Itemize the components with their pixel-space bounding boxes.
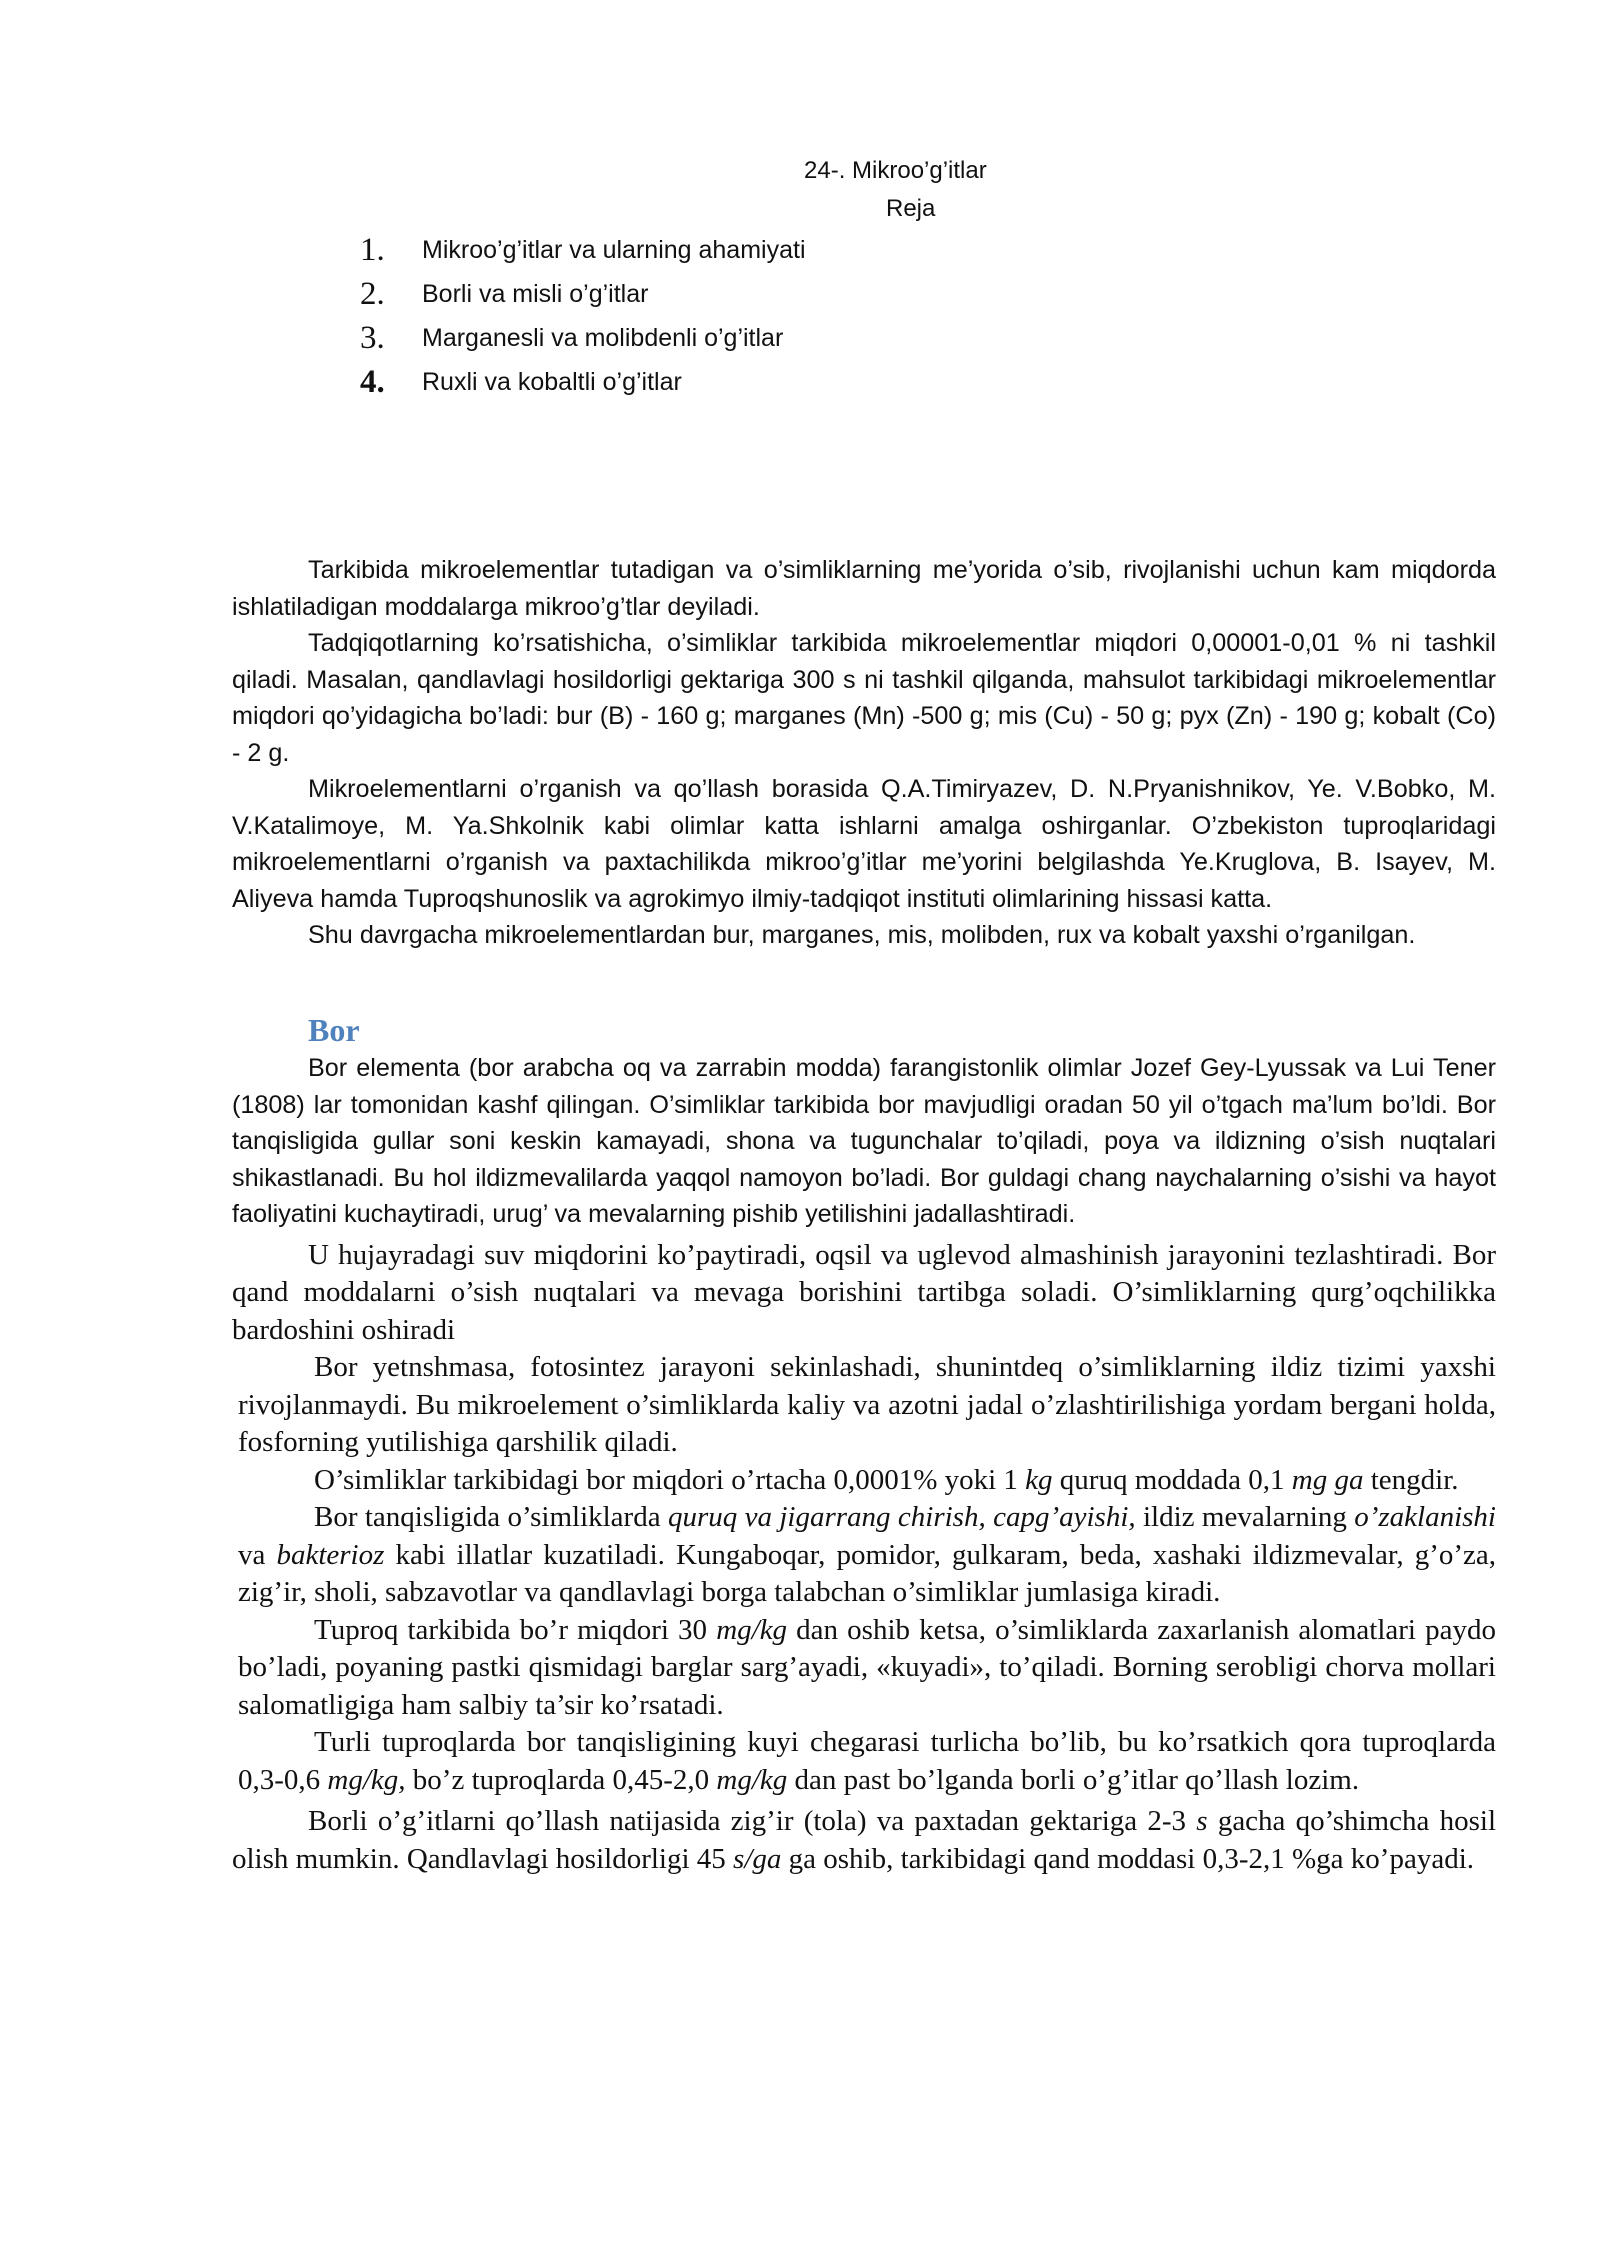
plan-item bbox=[360, 228, 806, 272]
plan-title: Reja bbox=[886, 195, 936, 222]
plan-item-number: 4. bbox=[360, 363, 385, 400]
plan-item bbox=[360, 272, 806, 316]
plan-item bbox=[360, 360, 806, 404]
bor-section bbox=[232, 1010, 1496, 1878]
plan-item-text: Marganesli va molibdenli o’g’itlar bbox=[422, 323, 784, 352]
bor-paragraph-deficiency: Bor yetnshmasa, fotosintez jarayoni sekinlashadi, shunintdeq o’simliklarning ildiz tizimi yaxshi rivojlanmaydi. Bu mikroelement o’simliklarda kaliy va azotni jadal o’zlashtirilishiga yordam bergani holda, fosforning yutilishiga qarshilik qiladi. bbox=[238, 1351, 1496, 1458]
bor-paragraph-yield: Borli o’g’itlarni qo’llash natijasida zig’ir (tola) va paxtadan gektariga 2-3 s gacha qo’shimcha hosil olish mumkin. Qandlavlagi hosildorligi 45 s/ga ga oshib, tarkibidagi qand moddasi 0,3-2,1 %ga ko’payadi. bbox=[232, 1805, 1496, 1875]
bor-paragraph-toxicity: Tuproq tarkibida bo’r miqdori 30 mg/kg dan oshib ketsa, o’simliklarda zaxarlanish alomatlari paydo bo’ladi, poyaning pastki qismidagi barglar sarg’ayadi, «kuyadi», to’qiladi. Borning serobligi chorva mollari salomatligiga ham salbiy ta’sir ko’rsatadi. bbox=[238, 1613, 1496, 1721]
intro-paragraph-definition: Tarkibida mikroelementlar tutadigan va o’simliklarning me’yorida o’sib, rivojlanishi uchun kam miqdorda ishlatiladigan moddalarga mikroo’g’tlar deyiladi. bbox=[232, 556, 1496, 621]
intro-paragraph-research: Tadqiqotlarning ko’rsatishicha, o’simliklar tarkibida mikroelementlar miqdori 0,00001-0,01 % ni tashkil qiladi. Masalan, qandlavlagi hosildorligi gektariga 300 s ni tashkil qilganda, mahsulot tarkibidagi mikroelementlar miqdori qo’yidagicha bo’ladi: bur (B) - 160 g; marganes (Mn) -500 g; mis (Cu) - 50 g; pyx (Zn) - 190 g; kobalt (Co) - 2 g. bbox=[232, 629, 1496, 767]
plan-item-number: 3. bbox=[360, 319, 385, 356]
document-title: 24-. Mikroo’g’itlar bbox=[804, 157, 987, 184]
bor-paragraph-soils: Turli tuproqlarda bor tanqisligining kuyi chegarasi turlicha bo’lib, bu ko’rsatkich qora tuproqlarda 0,3-0,6 mg/kg, bo’z tuproqlarda 0,45-2,0 mg/kg dan past bo’lganda borli o’g’itlar qo’llash lozim. bbox=[238, 1726, 1496, 1796]
plan-item-text: Ruxli va kobaltli o’g’itlar bbox=[422, 367, 682, 396]
intro-paragraph-summary: Shu davrgacha mikroelementlardan bur, marganes, mis, molibden, rux va kobalt yaxshi o’rganilgan. bbox=[308, 921, 1416, 949]
plan-item bbox=[360, 316, 806, 360]
bor-paragraph-diseases: Bor tanqisligida o’simliklarda quruq va jigarrang chirish, capg’ayishi, ildiz mevalarning o’zaklanishi va bakterioz kabi illatlar kuzatiladi. Kungaboqar, pomidor, gulkaram, beda, xashaki ildizmevalar, g’o’za, zig’ir, sholi, sabzavotlar va qandlavlagi borga talabchan o’simliklar jumlasiga kiradi. bbox=[238, 1501, 1496, 1608]
plan-item-text: Borli va misli o’g’itlar bbox=[422, 279, 649, 308]
intro-section bbox=[232, 552, 1496, 954]
bor-paragraph-function: U hujayradagi suv miqdorini ko’paytiradi, oqsil va uglevod almashinish jarayonini tezlashtiradi. Bor qand moddalarni o’sish nuqtalari va mevaga borishini tartibga soladi. O’simliklarning qurg’oqchilikka bardoshini oshiradi bbox=[232, 1238, 1496, 1346]
plan-item-number: 2. bbox=[360, 275, 385, 312]
bor-heading: Bor bbox=[308, 1012, 360, 1048]
plan-item-number: 1. bbox=[360, 231, 385, 268]
bor-paragraph-content: O’simliklar tarkibidagi bor miqdori o’rtacha 0,0001% yoki 1 kg quruq moddada 0,1 mg ga tengdir. bbox=[314, 1463, 1459, 1496]
plan-item-text: Mikroo’g’itlar va ularning ahamiyati bbox=[422, 235, 806, 264]
bor-paragraph-discovery: Bor elementa (bor arabcha oq va zarrabin modda) farangistonlik olimlar Jozef Gey-Lyussak va Lui Tener (1808) lar tomonidan kashf qilingan. O’simliklar tarkibida bor mavjudligi oradan 50 yil o’tgach ma’lum bo’ldi. Bor tanqisligida gullar soni keskin kamayadi, shona va tugunchalar to’qiladi, poya va ildizning o’sish nuqtalari shikastlanadi. Bu hol ildizmevalilarda yaqqol namoyon bo’ladi. Bor guldagi chang naychalarning o’sishi va hayot faoliyatini kuchaytiradi, urug’ va mevalarning pishib yetilishini jadallashtiradi. bbox=[232, 1054, 1496, 1228]
plan-list bbox=[360, 228, 806, 404]
intro-paragraph-scientists: Mikroelementlarni o’rganish va qo’llash borasida Q.A.Timiryazev, D. N.Pryanishnikov, Ye. V.Bobko, M. V.Katalimoye, M. Ya.Shkolnik kabi olimlar katta ishlarni amalga oshirganlar. O’zbekiston tuproqlaridagi mikroelementlarni o’rganish va paxtachilikda mikroo’g’itlar me’yorini belgilashda Ye.Kruglova, B. Isayev, M. Aliyeva hamda Tuproqshunoslik va agrokimyo ilmiy-tadqiqot instituti olimlarining hissasi katta. bbox=[232, 775, 1496, 913]
